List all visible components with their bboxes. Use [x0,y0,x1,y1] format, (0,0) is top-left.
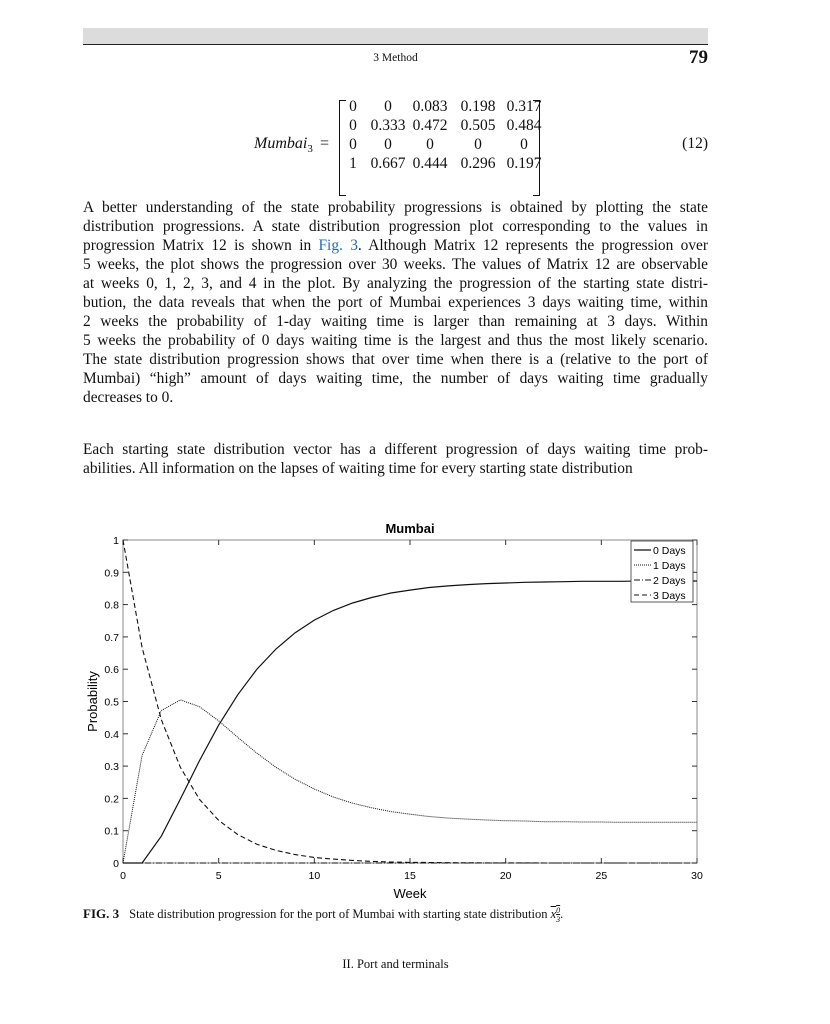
matrix-name: Mumbai [254,135,308,152]
text-line [83,198,708,217]
paragraph-1 [83,198,708,407]
line-text: The state distribution progression shows that over time when there is a (relative to the port of [83,351,708,368]
legend-entry: 0 Days [653,545,686,557]
x-tick-label: 15 [404,870,416,882]
mumbai-chart [80,510,720,905]
line-text: at weeks 0, 1, 2, 3, and 4 in the plot. By analyzing the progression of the starting state distri- [83,275,708,292]
matrix-cell: 0.296 [460,155,496,172]
chart-title: Mumbai [385,521,435,536]
caption-text: State distribution progression for the port of Mumbai with starting state distribution [129,907,551,922]
x-tick-label: 20 [499,870,512,882]
caption-end: . [560,907,564,922]
y-axis-label: Probability [85,671,100,732]
matrix-cell: 1 [349,155,357,172]
matrix-cell: 0.667 [370,155,406,172]
matrix-cell: 0.333 [370,117,406,134]
legend-entry: 3 Days [653,590,686,602]
text-line [83,255,708,274]
figure-label: FIG. 3 [83,906,120,922]
text-line [83,459,708,478]
matrix-cell: 0.484 [506,117,542,134]
figure-link[interactable]: Fig. 3 [318,237,358,254]
text-line [83,369,708,388]
page-footer: II. Port and terminals [342,957,449,971]
y-tick-label: 0.8 [104,599,119,612]
text-line [83,236,708,255]
legend-entry: 1 Days [653,560,686,572]
line-text: 5 weeks the probability of 0 days waiting time is the largest and thus the most likely scenario. [83,332,708,349]
plot-area [123,540,697,863]
y-tick-label: 0 [113,858,119,870]
text-segment: progression Matrix 12 is shown in [83,237,319,254]
paragraph-2 [83,440,708,478]
text-line [83,331,708,350]
matrix-cell: 0 [349,98,357,115]
equation-12 [0,98,830,198]
y-tick-label: 0.6 [104,664,119,677]
symbol-x: x [550,907,557,922]
running-head: 3 Method [373,52,418,64]
left-bracket [339,100,346,196]
line-text [83,236,708,255]
line-text: distribution progressions. A state distribution progression plot corresponding to the values in [83,218,708,235]
matrix-cell: 0.083 [412,98,448,115]
matrix-cell: 0 [426,136,434,153]
figure-caption [83,906,563,924]
header-bar [83,28,708,45]
text-line [83,312,708,331]
matrix-cell: 0 [384,98,392,115]
x-tick-label: 10 [308,870,321,882]
matrix-cell: 0.505 [460,117,496,134]
matrix-subscript: 3 [307,143,313,156]
x-tick-label: 5 [215,870,222,882]
legend-entry: 2 Days [653,575,686,587]
line-text: decreases to 0. [83,389,174,406]
matrix-cell: 0.197 [506,155,542,172]
y-tick-label: 1 [113,535,119,547]
y-tick-label: 0.1 [104,825,119,838]
matrix-cell: 0.472 [412,117,448,134]
text-line [83,440,708,459]
line-text: abilities. All information on the lapses of waiting time for every starting state distribution [83,460,633,477]
line-text: Mumbai) “high” amount of days waiting time, the number of days waiting time gradually [83,370,708,387]
equation-number: (12) [682,135,708,152]
line-text: 5 weeks, the plot shows the progression over 30 weeks. The values of Matrix 12 are observable [83,256,708,273]
equals-sign: = [320,135,330,152]
symbol-sub: 3 [556,914,561,924]
symbol-sup: 0 [556,906,561,915]
y-tick-label: 0.9 [104,567,119,580]
matrix-cell: 0.198 [460,98,496,115]
text-line [83,388,708,407]
line-text: Each starting state distribution vector has a different progression of days waiting time prob- [83,441,708,458]
matrix-cell: 0 [384,136,392,153]
matrix-cell: 0 [349,117,357,134]
text-line [83,293,708,312]
matrix-cell: 0 [474,136,482,153]
matrix-cell: 0 [349,136,357,153]
caption-symbol [550,906,564,924]
text-line [83,350,708,369]
matrix-cell: 0 [520,136,528,153]
equation-lhs [254,135,313,155]
y-tick-label: 0.2 [104,793,119,806]
y-tick-label: 0.7 [104,631,119,644]
text-segment: . Although Matrix 12 represents the progression over [357,237,708,254]
y-tick-label: 0.3 [104,761,119,774]
line-text: 2 weeks the probability of 1-day waiting time is larger than remaining at 3 days. Within [83,313,708,330]
text-line [83,217,708,236]
y-tick-label: 0.5 [104,696,119,709]
line-text: bution, the data reveals that when the port of Mumbai experiences 3 days waiting time, within [83,294,708,311]
x-axis-label: Week [393,886,427,901]
line-text: A better understanding of the state probability progressions is obtained by plotting the state [83,199,708,216]
text-line [83,274,708,293]
matrix-cell: 0.317 [506,98,542,115]
x-tick-label: 25 [595,870,608,882]
page-number: 79 [689,47,708,68]
y-tick-label: 0.4 [104,728,119,741]
matrix-cell: 0.444 [412,155,448,172]
x-tick-label: 0 [120,870,126,882]
x-tick-label: 30 [691,870,703,882]
